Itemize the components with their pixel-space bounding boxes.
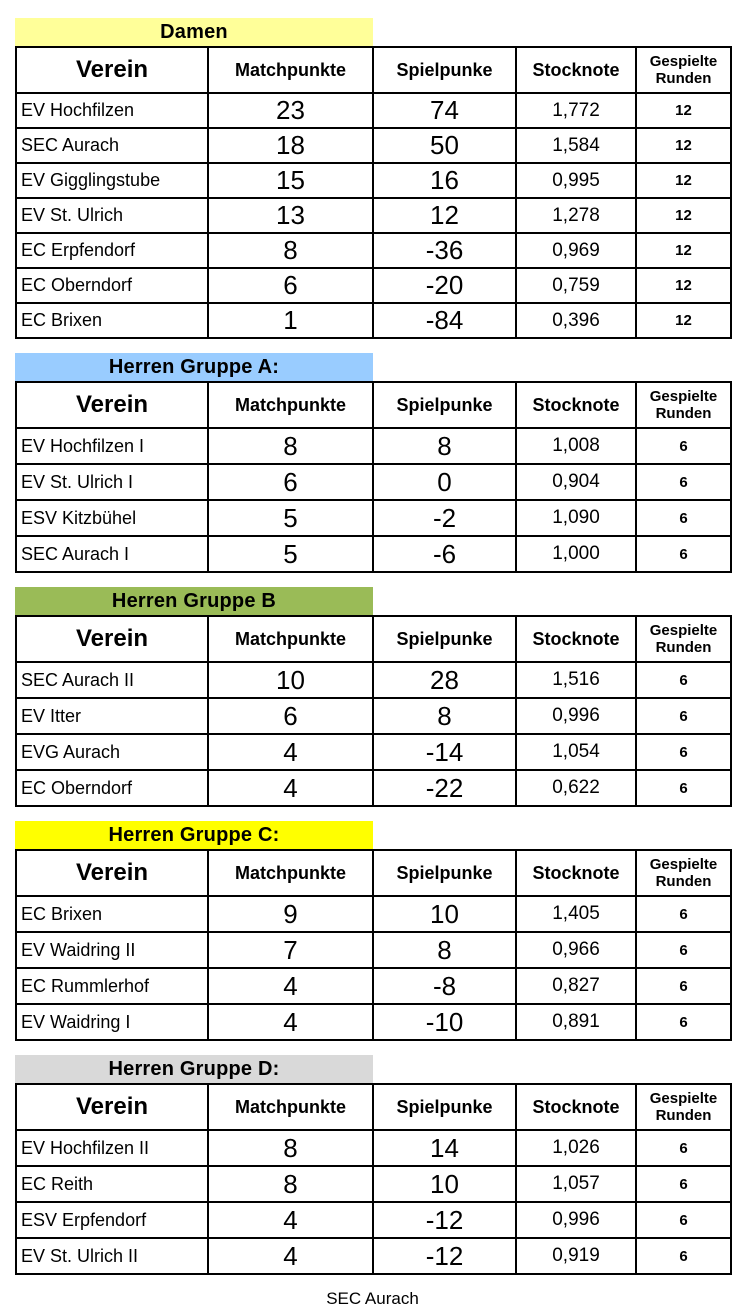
page-footer: SEC Aurach [326,1289,419,1308]
cell-verein: EV St. Ulrich [16,198,208,233]
column-header-matchpunkte: Matchpunkte [208,47,373,93]
table-body [16,93,731,338]
cell-matchpunkte: 8 [208,1166,373,1202]
table-header [16,616,731,662]
table-header [16,382,731,428]
table-row [16,128,731,163]
cell-matchpunkte: 6 [208,268,373,303]
column-header-spielpunke: Spielpunke [373,47,516,93]
cell-spielpunkte: 8 [373,698,516,734]
header-row [16,850,731,896]
header-row [16,616,731,662]
cell-spielpunkte: 10 [373,896,516,932]
cell-runden: 6 [636,464,731,500]
cell-runden: 6 [636,662,731,698]
cell-runden: 12 [636,303,731,338]
standings-table [15,849,732,1041]
cell-stocknote: 1,278 [516,198,636,233]
cell-matchpunkte: 10 [208,662,373,698]
cell-stocknote: 1,090 [516,500,636,536]
standings-table [15,1083,732,1275]
cell-runden: 12 [636,93,731,128]
table-title-bar [15,18,373,46]
column-header-spielpunke: Spielpunke [373,616,516,662]
cell-verein: SEC Aurach II [16,662,208,698]
standings-section [15,353,750,573]
cell-matchpunkte: 4 [208,1202,373,1238]
cell-matchpunkte: 15 [208,163,373,198]
standings-table [15,615,732,807]
table-row [16,698,731,734]
header-row [16,47,731,93]
cell-matchpunkte: 4 [208,968,373,1004]
cell-matchpunkte: 9 [208,896,373,932]
cell-verein: EV Itter [16,698,208,734]
cell-stocknote: 1,516 [516,662,636,698]
cell-stocknote: 1,405 [516,896,636,932]
cell-spielpunkte: 8 [373,932,516,968]
cell-verein: EV Waidring II [16,932,208,968]
cell-spielpunkte: -20 [373,268,516,303]
table-header [16,47,731,93]
cell-runden: 6 [636,1238,731,1274]
cell-verein: EC Oberndorf [16,770,208,806]
cell-stocknote: 0,996 [516,698,636,734]
cell-matchpunkte: 7 [208,932,373,968]
cell-stocknote: 0,969 [516,233,636,268]
standings-section [15,587,750,807]
cell-matchpunkte: 6 [208,464,373,500]
standings-table [15,381,732,573]
column-header-spielpunke: Spielpunke [373,1084,516,1130]
table-row [16,464,731,500]
cell-spielpunkte: 8 [373,428,516,464]
cell-verein: EV St. Ulrich I [16,464,208,500]
cell-spielpunkte: 12 [373,198,516,233]
cell-verein: EV Hochfilzen II [16,1130,208,1166]
cell-spielpunkte: 14 [373,1130,516,1166]
table-header [16,850,731,896]
cell-spielpunkte: -14 [373,734,516,770]
column-header-verein: Verein [16,1084,208,1130]
cell-stocknote: 1,584 [516,128,636,163]
cell-stocknote: 1,772 [516,93,636,128]
table-row [16,93,731,128]
cell-spielpunkte: 0 [373,464,516,500]
cell-runden: 6 [636,896,731,932]
cell-matchpunkte: 13 [208,198,373,233]
column-header-matchpunkte: Matchpunkte [208,382,373,428]
cell-matchpunkte: 1 [208,303,373,338]
cell-matchpunkte: 8 [208,233,373,268]
column-header-spielpunke: Spielpunke [373,382,516,428]
cell-runden: 12 [636,268,731,303]
cell-runden: 6 [636,428,731,464]
table-row [16,1238,731,1274]
column-header-spielpunke: Spielpunke [373,850,516,896]
cell-spielpunkte: -6 [373,536,516,572]
cell-runden: 6 [636,1130,731,1166]
standings-table [15,46,732,339]
cell-runden: 6 [636,1004,731,1040]
cell-verein: EC Erpfendorf [16,233,208,268]
cell-verein: EVG Aurach [16,734,208,770]
cell-stocknote: 0,622 [516,770,636,806]
table-title-bar [15,1055,373,1083]
cell-matchpunkte: 5 [208,536,373,572]
table-row [16,1202,731,1238]
cell-verein: EV Gigglingstube [16,163,208,198]
table-row [16,932,731,968]
column-header-gespielte-runden: Gespielte Runden [636,382,731,428]
table-row [16,1166,731,1202]
table-row [16,896,731,932]
column-header-stocknote: Stocknote [516,382,636,428]
cell-spielpunkte: 10 [373,1166,516,1202]
cell-verein: EC Oberndorf [16,268,208,303]
cell-runden: 12 [636,233,731,268]
cell-stocknote: 0,759 [516,268,636,303]
cell-stocknote: 1,057 [516,1166,636,1202]
cell-spielpunkte: 28 [373,662,516,698]
cell-spielpunkte: 74 [373,93,516,128]
cell-matchpunkte: 23 [208,93,373,128]
standings-section [15,18,750,339]
table-row [16,163,731,198]
cell-verein: EV Hochfilzen I [16,428,208,464]
cell-spielpunkte: -10 [373,1004,516,1040]
cell-runden: 12 [636,128,731,163]
cell-runden: 6 [636,536,731,572]
table-row [16,734,731,770]
cell-spielpunkte: -2 [373,500,516,536]
cell-runden: 6 [636,500,731,536]
cell-verein: SEC Aurach I [16,536,208,572]
cell-runden: 6 [636,770,731,806]
table-title-bar [15,587,373,615]
cell-stocknote: 1,008 [516,428,636,464]
column-header-verein: Verein [16,47,208,93]
cell-spielpunkte: 16 [373,163,516,198]
header-row [16,1084,731,1130]
column-header-stocknote: Stocknote [516,850,636,896]
cell-verein: EV Hochfilzen [16,93,208,128]
table-row [16,428,731,464]
table-title: Herren Gruppe C: [108,823,280,846]
table-body [16,1130,731,1274]
table-row [16,268,731,303]
cell-spielpunkte: -22 [373,770,516,806]
cell-stocknote: 0,996 [516,1202,636,1238]
table-body [16,662,731,806]
cell-stocknote: 0,995 [516,163,636,198]
cell-spielpunkte: -8 [373,968,516,1004]
cell-verein: EC Rummlerhof [16,968,208,1004]
standings-section [15,821,750,1041]
column-header-matchpunkte: Matchpunkte [208,1084,373,1130]
cell-verein: EV St. Ulrich II [16,1238,208,1274]
cell-runden: 6 [636,1202,731,1238]
cell-matchpunkte: 5 [208,500,373,536]
table-row [16,500,731,536]
cell-runden: 6 [636,968,731,1004]
column-header-matchpunkte: Matchpunkte [208,616,373,662]
column-header-matchpunkte: Matchpunkte [208,850,373,896]
cell-stocknote: 0,396 [516,303,636,338]
table-row [16,303,731,338]
cell-spielpunkte: -12 [373,1238,516,1274]
table-title-bar [15,353,373,381]
column-header-gespielte-runden: Gespielte Runden [636,47,731,93]
cell-verein: EC Reith [16,1166,208,1202]
column-header-verein: Verein [16,850,208,896]
cell-spielpunkte: 50 [373,128,516,163]
column-header-verein: Verein [16,382,208,428]
cell-matchpunkte: 4 [208,734,373,770]
cell-matchpunkte: 8 [208,428,373,464]
table-row [16,198,731,233]
cell-matchpunkte: 18 [208,128,373,163]
table-row [16,770,731,806]
cell-stocknote: 1,000 [516,536,636,572]
table-row [16,1004,731,1040]
column-header-stocknote: Stocknote [516,47,636,93]
standings-tables-container [15,18,750,1275]
cell-runden: 6 [636,1166,731,1202]
table-title: Herren Gruppe A: [108,355,280,378]
table-title: Herren Gruppe B [111,589,277,612]
cell-stocknote: 0,919 [516,1238,636,1274]
cell-matchpunkte: 4 [208,1238,373,1274]
cell-verein: ESV Erpfendorf [16,1202,208,1238]
table-title: Damen [160,20,228,43]
cell-stocknote: 0,891 [516,1004,636,1040]
header-row [16,382,731,428]
table-body [16,896,731,1040]
cell-stocknote: 1,054 [516,734,636,770]
cell-verein: EV Waidring I [16,1004,208,1040]
table-row [16,1130,731,1166]
cell-verein: EC Brixen [16,896,208,932]
cell-matchpunkte: 6 [208,698,373,734]
cell-stocknote: 0,966 [516,932,636,968]
table-row [16,536,731,572]
column-header-verein: Verein [16,616,208,662]
cell-verein: EC Brixen [16,303,208,338]
cell-spielpunkte: -84 [373,303,516,338]
table-body [16,428,731,572]
table-row [16,968,731,1004]
cell-matchpunkte: 8 [208,1130,373,1166]
table-title: Herren Gruppe D: [108,1057,280,1080]
cell-stocknote: 0,904 [516,464,636,500]
table-title-bar [15,821,373,849]
cell-stocknote: 1,026 [516,1130,636,1166]
cell-spielpunkte: -36 [373,233,516,268]
table-row [16,662,731,698]
cell-matchpunkte: 4 [208,770,373,806]
cell-stocknote: 0,827 [516,968,636,1004]
cell-runden: 6 [636,932,731,968]
table-row [16,233,731,268]
column-header-stocknote: Stocknote [516,1084,636,1130]
table-header [16,1084,731,1130]
cell-runden: 6 [636,734,731,770]
cell-runden: 6 [636,698,731,734]
cell-matchpunkte: 4 [208,1004,373,1040]
column-header-gespielte-runden: Gespielte Runden [636,616,731,662]
cell-runden: 12 [636,163,731,198]
cell-spielpunkte: -12 [373,1202,516,1238]
cell-verein: ESV Kitzbühel [16,500,208,536]
column-header-gespielte-runden: Gespielte Runden [636,850,731,896]
cell-verein: SEC Aurach [16,128,208,163]
column-header-stocknote: Stocknote [516,616,636,662]
standings-section [15,1055,750,1275]
column-header-gespielte-runden: Gespielte Runden [636,1084,731,1130]
cell-runden: 12 [636,198,731,233]
